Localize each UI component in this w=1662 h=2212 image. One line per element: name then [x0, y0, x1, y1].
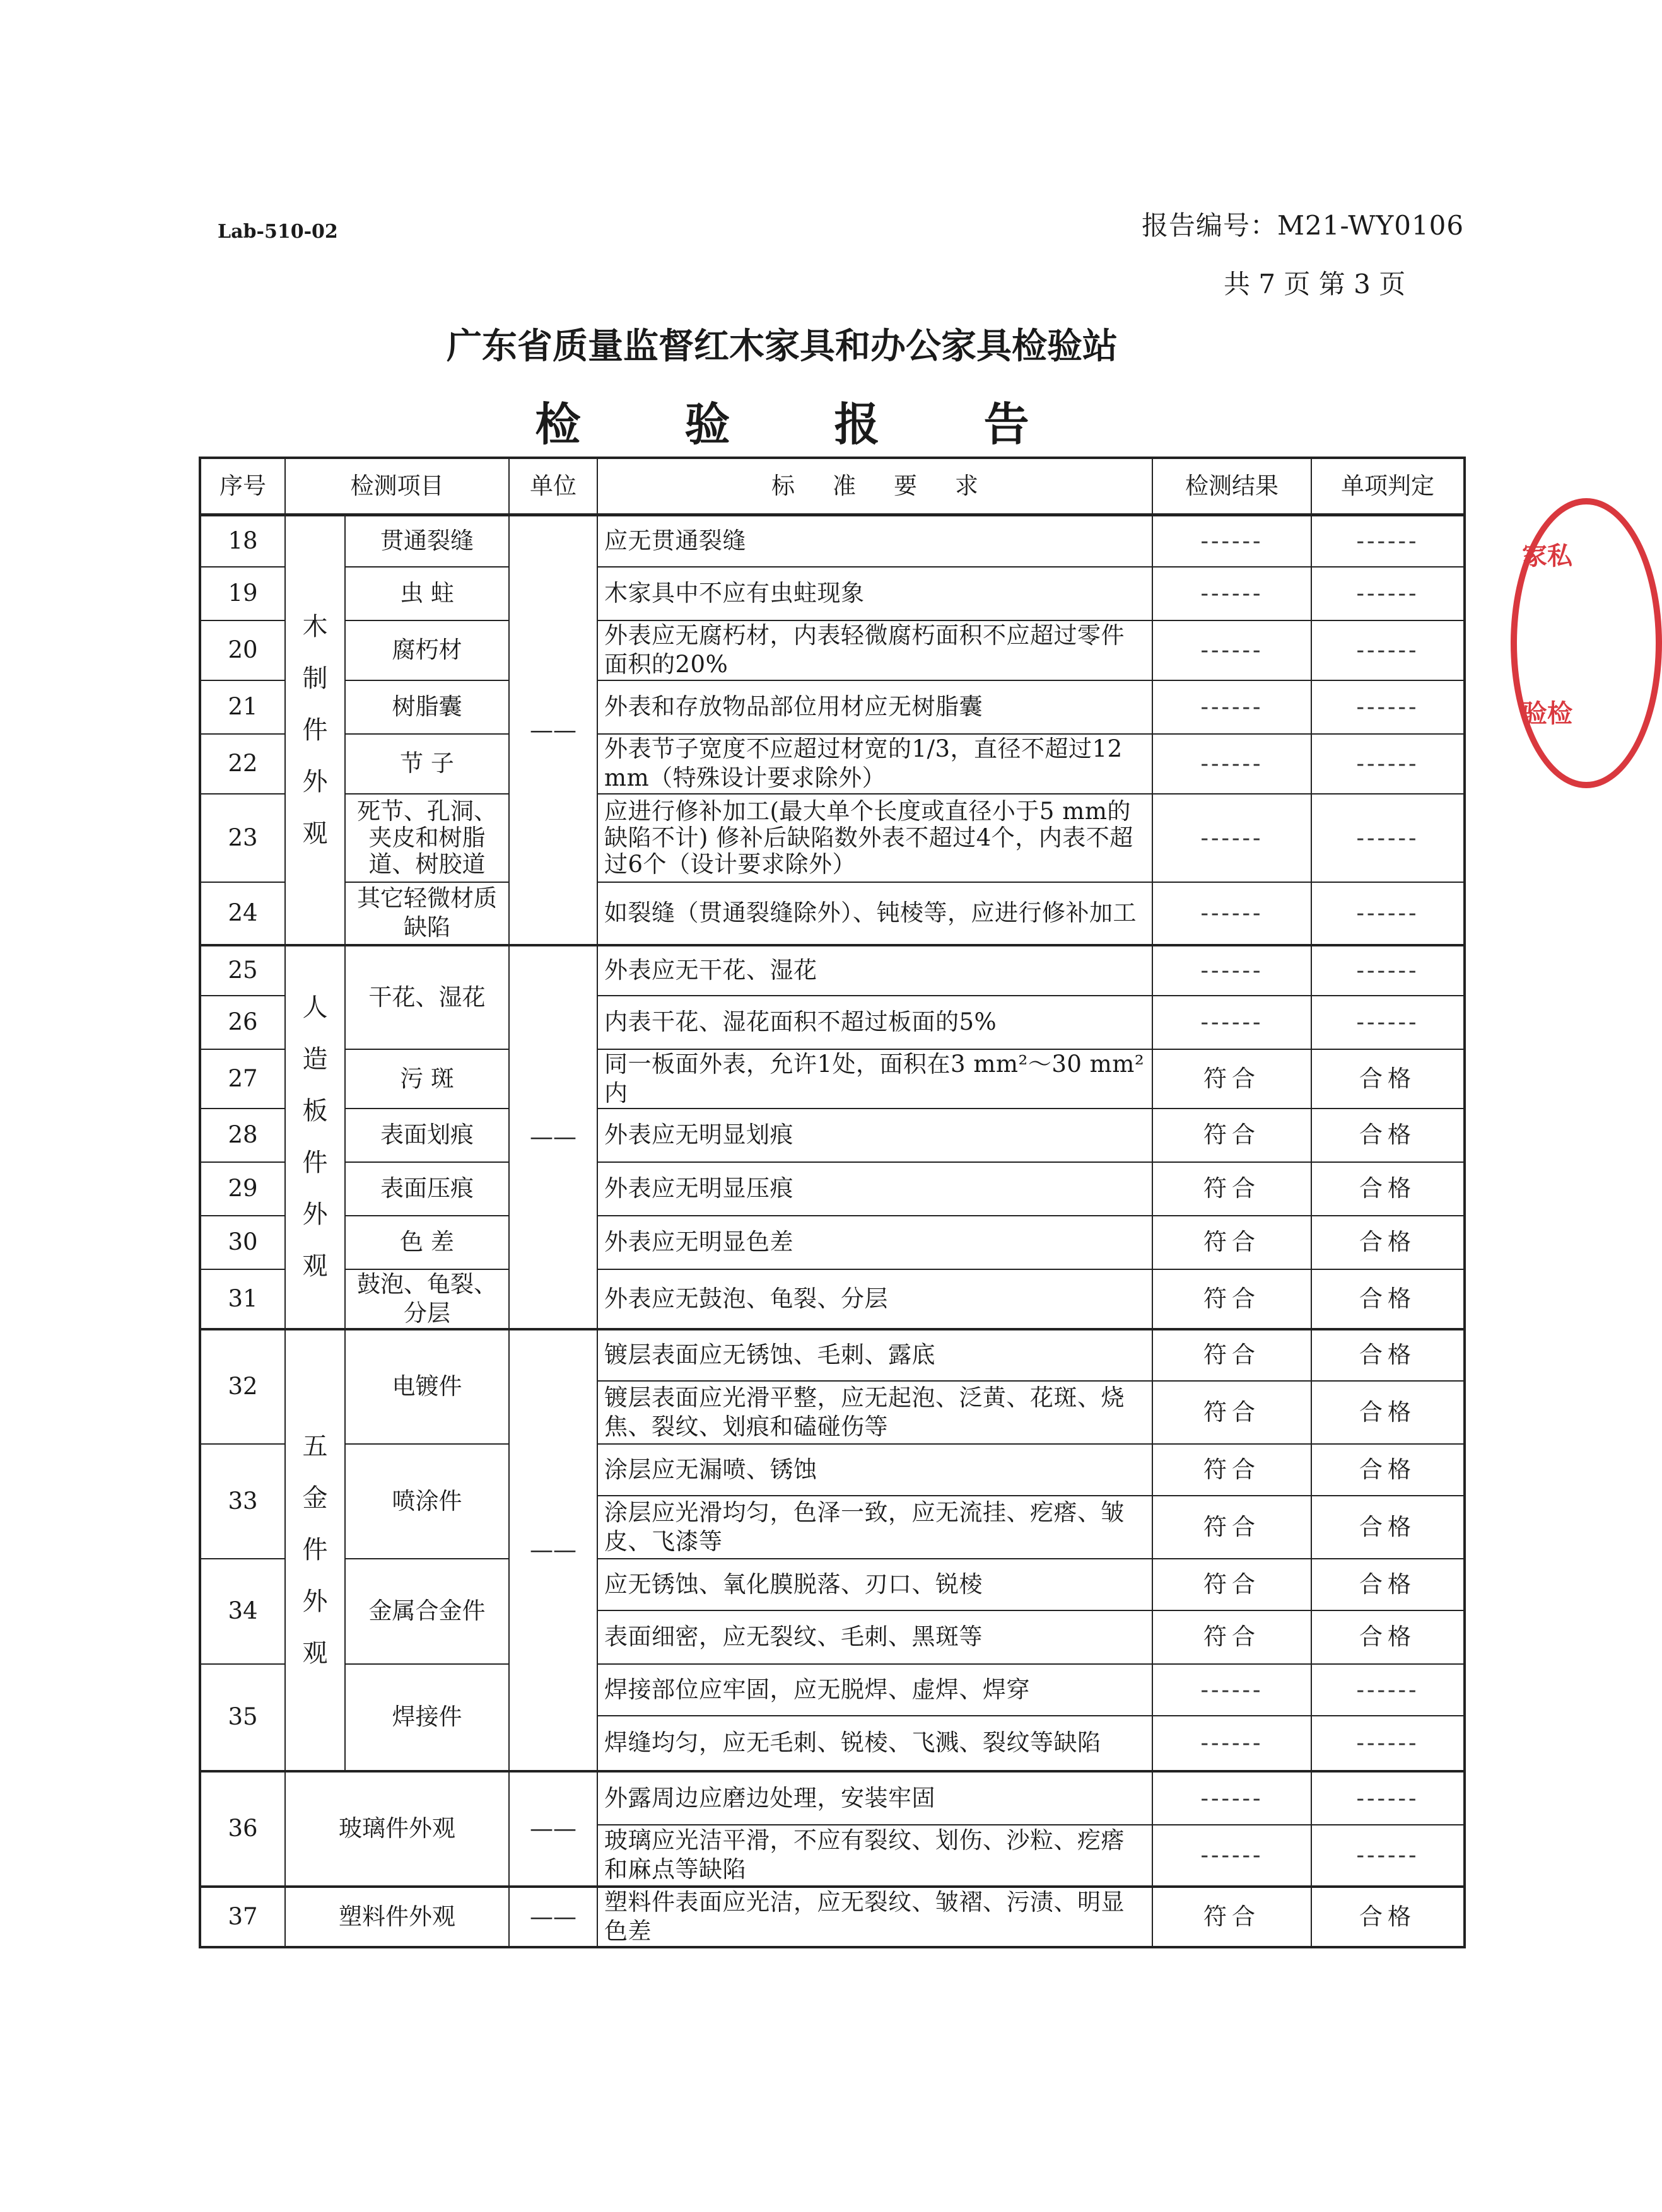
- test-result: ------: [1152, 680, 1311, 734]
- test-result: 符合: [1152, 1496, 1311, 1559]
- standard-requirement: 镀层表面应光滑平整，应无起泡、泛黄、花斑、烧焦、裂纹、划痕和磕碰伤等: [597, 1381, 1152, 1444]
- judgement: ------: [1311, 734, 1465, 794]
- standard-requirement: 外表和存放物品部位用材应无树脂囊: [597, 680, 1152, 734]
- table-row: [200, 1216, 1465, 1269]
- standard-requirement: 应无锈蚀、氧化膜脱落、刃口、锐棱: [597, 1559, 1152, 1610]
- test-result: ------: [1152, 1664, 1311, 1716]
- standard-requirement: 外表应无腐朽材，内表轻微腐朽面积不应超过零件面积的20%: [597, 620, 1152, 680]
- standard-requirement: 焊缝均匀，应无毛刺、锐棱、飞溅、裂纹等缺陷: [597, 1716, 1152, 1771]
- unit-cell: ——: [509, 1887, 597, 1947]
- lab-code: Lab-510-02: [218, 221, 338, 243]
- table-row: [200, 1771, 1465, 1825]
- judgement: 合格: [1311, 1216, 1465, 1269]
- unit-cell: ——: [509, 945, 597, 1329]
- item-name: 鼓泡、龟裂、分层: [345, 1269, 509, 1329]
- judgement: 合格: [1311, 1610, 1465, 1664]
- test-result: 符合: [1152, 1329, 1311, 1381]
- group-label-board: 人造板件外观: [285, 945, 345, 1329]
- standard-requirement: 表面细密，应无裂纹、毛刺、黑斑等: [597, 1610, 1152, 1664]
- group-label-plastic: 塑料件外观: [285, 1887, 509, 1947]
- stamp-text-bottom: 验检: [1522, 699, 1572, 728]
- stamp-text-top: 家私: [1522, 541, 1572, 571]
- table-row: [200, 1049, 1465, 1109]
- row-number: 26: [200, 996, 285, 1049]
- table-row: [200, 734, 1465, 794]
- judgement: ------: [1311, 620, 1465, 680]
- test-result: ------: [1152, 1716, 1311, 1771]
- row-number: 18: [200, 515, 285, 567]
- row-number: 35: [200, 1664, 285, 1771]
- row-number: 20: [200, 620, 285, 680]
- table-row: [200, 1664, 1465, 1716]
- judgement: ------: [1311, 1825, 1465, 1887]
- unit-cell: ——: [509, 515, 597, 945]
- table-row: [200, 1329, 1465, 1381]
- item-name: 虫 蛀: [345, 567, 509, 620]
- row-number: 25: [200, 945, 285, 996]
- table-row: [200, 1559, 1465, 1610]
- standard-requirement: 如裂缝（贯通裂缝除外）、钝棱等，应进行修补加工: [597, 882, 1152, 945]
- item-name: 金属合金件: [345, 1559, 509, 1664]
- col-header-result: 检测结果: [1152, 458, 1311, 515]
- unit-cell: ——: [509, 1329, 597, 1771]
- row-number: 27: [200, 1049, 285, 1109]
- table-row: [200, 945, 1465, 996]
- page-info: 共 7 页 第 3 页: [1224, 269, 1406, 300]
- judgement: 合格: [1311, 1269, 1465, 1329]
- col-header-standard: 标准要求: [597, 458, 1152, 515]
- standard-requirement: 外表节子宽度不应超过材宽的1/3，直径不超过12 mm（特殊设计要求除外）: [597, 734, 1152, 794]
- table-row: [200, 1269, 1465, 1329]
- row-number: 21: [200, 680, 285, 734]
- row-number: 29: [200, 1162, 285, 1216]
- standard-requirement: 外表应无明显压痕: [597, 1162, 1152, 1216]
- standard-requirement: 外表应无鼓泡、龟裂、分层: [597, 1269, 1152, 1329]
- judgement: 合格: [1311, 1109, 1465, 1162]
- test-result: 符合: [1152, 1444, 1311, 1496]
- item-name: 喷涂件: [345, 1444, 509, 1559]
- table-row: [200, 794, 1465, 882]
- item-name: 电镀件: [345, 1329, 509, 1444]
- item-name: 节 子: [345, 734, 509, 794]
- judgement: 合格: [1311, 1496, 1465, 1559]
- test-result: ------: [1152, 567, 1311, 620]
- judgement: 合格: [1311, 1329, 1465, 1381]
- item-name: 表面划痕: [345, 1109, 509, 1162]
- col-header-item: 检测项目: [285, 458, 509, 515]
- col-header-judgement: 单项判定: [1311, 458, 1465, 515]
- row-number: 24: [200, 882, 285, 945]
- judgement: 合格: [1311, 1162, 1465, 1216]
- table-row: [200, 1109, 1465, 1162]
- judgement: ------: [1311, 567, 1465, 620]
- test-result: ------: [1152, 882, 1311, 945]
- report-number: 报告编号：M21-WY0106: [1142, 210, 1465, 241]
- test-result: ------: [1152, 515, 1311, 567]
- test-result: ------: [1152, 945, 1311, 996]
- table-row: [200, 680, 1465, 734]
- standard-requirement: 涂层应无漏喷、锈蚀: [597, 1444, 1152, 1496]
- col-header-no: 序号: [200, 458, 285, 515]
- test-result: 符合: [1152, 1559, 1311, 1610]
- table-row: [200, 620, 1465, 680]
- item-name: 表面压痕: [345, 1162, 509, 1216]
- judgement: 合格: [1311, 1887, 1465, 1947]
- row-number: 22: [200, 734, 285, 794]
- judgement: ------: [1311, 680, 1465, 734]
- group-label-hardware: 五金件外观: [285, 1329, 345, 1771]
- row-number: 34: [200, 1559, 285, 1664]
- standard-requirement: 涂层应光滑均匀，色泽一致，应无流挂、疙瘩、皱皮、飞漆等: [597, 1496, 1152, 1559]
- test-result: 符合: [1152, 1162, 1311, 1216]
- table-row: [200, 567, 1465, 620]
- judgement: ------: [1311, 945, 1465, 996]
- test-result: ------: [1152, 620, 1311, 680]
- report-title: 检 验 报 告: [535, 398, 1074, 451]
- standard-requirement: 外表应无干花、湿花: [597, 945, 1152, 996]
- item-name: 污 斑: [345, 1049, 509, 1109]
- judgement: 合格: [1311, 1381, 1465, 1444]
- standard-requirement: 木家具中不应有虫蛀现象: [597, 567, 1152, 620]
- judgement: ------: [1311, 1664, 1465, 1716]
- organization-name: 广东省质量监督红木家具和办公家具检验站: [447, 326, 1118, 367]
- standard-requirement: 应进行修补加工(最大单个长度或直径小于5 mm的缺陷不计) 修补后缺陷数外表不超过4个，内表不超过6个（设计要求除外）: [597, 794, 1152, 882]
- test-result: 符合: [1152, 1109, 1311, 1162]
- standard-requirement: 焊接部位应牢固，应无脱焊、虚焊、焊穿: [597, 1664, 1152, 1716]
- standard-requirement: 镀层表面应无锈蚀、毛刺、露底: [597, 1329, 1152, 1381]
- item-name: 树脂囊: [345, 680, 509, 734]
- row-number: 23: [200, 794, 285, 882]
- unit-cell: ——: [509, 1771, 597, 1887]
- test-result: ------: [1152, 794, 1311, 882]
- item-name: 焊接件: [345, 1664, 509, 1771]
- standard-requirement: 玻璃应光洁平滑，不应有裂纹、划伤、沙粒、疙瘩和麻点等缺陷: [597, 1825, 1152, 1887]
- standard-requirement: 内表干花、湿花面积不超过板面的5%: [597, 996, 1152, 1049]
- test-result: 符合: [1152, 1381, 1311, 1444]
- test-result: ------: [1152, 734, 1311, 794]
- table-row: [200, 882, 1465, 945]
- row-number: 30: [200, 1216, 285, 1269]
- test-result: 符合: [1152, 1887, 1311, 1947]
- row-number: 33: [200, 1444, 285, 1559]
- table-row: [200, 1887, 1465, 1947]
- standard-requirement: 同一板面外表，允许1处，面积在3 mm²～30 mm²内: [597, 1049, 1152, 1109]
- table-row: [200, 1444, 1465, 1496]
- item-name: 死节、孔洞、夹皮和树脂道、树胶道: [345, 794, 509, 882]
- table-row: [200, 515, 1465, 567]
- test-result: 符合: [1152, 1049, 1311, 1109]
- standard-requirement: 塑料件表面应光洁，应无裂纹、皱褶、污渍、明显色差: [597, 1887, 1152, 1947]
- test-result: ------: [1152, 1771, 1311, 1825]
- group-label-glass: 玻璃件外观: [285, 1771, 509, 1887]
- judgement: ------: [1311, 996, 1465, 1049]
- test-result: 符合: [1152, 1269, 1311, 1329]
- item-name: 其它轻微材质缺陷: [345, 882, 509, 945]
- row-number: 31: [200, 1269, 285, 1329]
- item-name: 贯通裂缝: [345, 515, 509, 567]
- inspection-table: [199, 457, 1466, 1948]
- item-name: 干花、湿花: [345, 945, 509, 1049]
- row-number: 28: [200, 1109, 285, 1162]
- standard-requirement: 外表应无明显划痕: [597, 1109, 1152, 1162]
- judgement: ------: [1311, 1716, 1465, 1771]
- test-result: ------: [1152, 996, 1311, 1049]
- row-number: 36: [200, 1771, 285, 1887]
- judgement: 合格: [1311, 1049, 1465, 1109]
- test-result: 符合: [1152, 1216, 1311, 1269]
- table-row: [200, 1162, 1465, 1216]
- row-number: 37: [200, 1887, 285, 1947]
- row-number: 19: [200, 567, 285, 620]
- standard-requirement: 外露周边应磨边处理，安装牢固: [597, 1771, 1152, 1825]
- standard-requirement: 外表应无明显色差: [597, 1216, 1152, 1269]
- test-result: 符合: [1152, 1610, 1311, 1664]
- standard-requirement: 应无贯通裂缝: [597, 515, 1152, 567]
- judgement: ------: [1311, 1771, 1465, 1825]
- red-seal-stamp: [1511, 498, 1662, 788]
- table-header-row: [200, 458, 1465, 515]
- row-number: 32: [200, 1329, 285, 1444]
- group-label-wood: 木制件外观: [285, 515, 345, 945]
- judgement: 合格: [1311, 1559, 1465, 1610]
- judgement: ------: [1311, 794, 1465, 882]
- judgement: ------: [1311, 515, 1465, 567]
- col-header-unit: 单位: [509, 458, 597, 515]
- item-name: 色 差: [345, 1216, 509, 1269]
- test-result: ------: [1152, 1825, 1311, 1887]
- item-name: 腐朽材: [345, 620, 509, 680]
- judgement: 合格: [1311, 1444, 1465, 1496]
- judgement: ------: [1311, 882, 1465, 945]
